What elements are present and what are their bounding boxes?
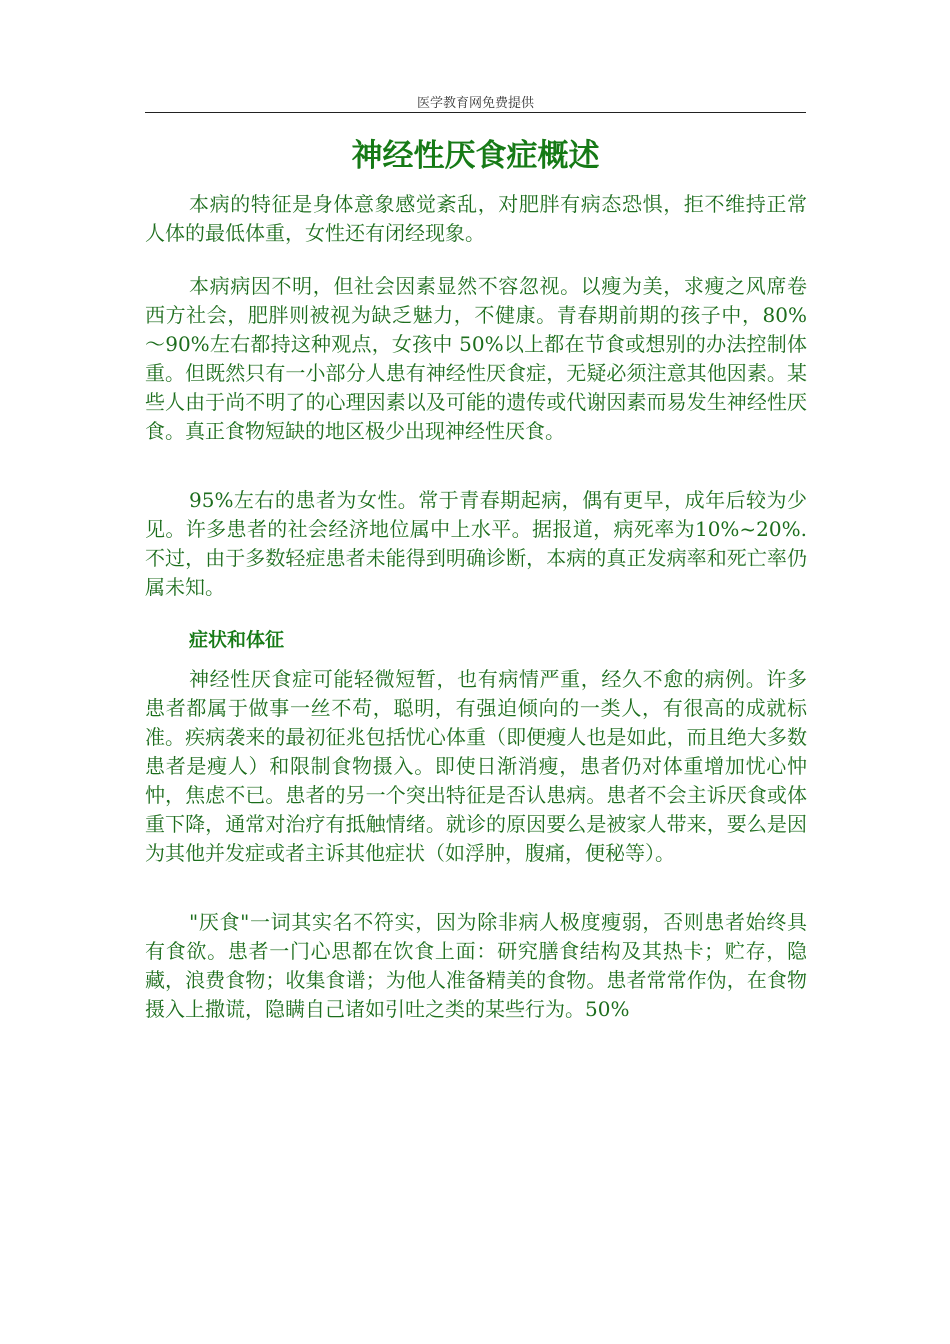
paragraph-epidemiology: 95%左右的患者为女性。常于青春期起病，偶有更早，成年后较为少见。许多患者的社会经济地位属中上水平。据报道，病死率为10%~20%.不过，由于多数轻症患者未能得到明确诊断，本病的真正发病率和死亡率仍属未知。: [145, 488, 807, 599]
section-heading-symptoms: 症状和体征: [189, 629, 285, 651]
paragraph-appetite: "厌食"一词其实名不符实，因为除非病人极度瘦弱，否则患者始终具有食欲。患者一门心思都在饮食上面：研究膳食结构及其热卡；贮存，隐藏，浪费食物；收集食谱；为他人准备精美的食物。患者常常作伪，在食物摄入上撒谎，隐瞒自己诸如引吐之类的某些行为。50%: [145, 910, 807, 1021]
paragraph-symptoms: 神经性厌食症可能轻微短暂，也有病情严重，经久不愈的病例。许多患者都属于做事一丝不苟，聪明，有强迫倾向的一类人，有很高的成就标准。疾病袭来的最初征兆包括忧心体重（即便瘦人也是如此，而且绝大多数患者是瘦人）和限制食物摄入。即使日渐消瘦，患者仍对体重增加忧心忡忡，焦虑不已。患者的另一个突出特征是否认患病。患者不会主诉厌食或体重下降，通常对治疗有抵触情绪。就诊的原因要么是被家人带来，要么是因为其他并发症或者主诉其他症状（如浮肿，腹痛，便秘等）。: [145, 667, 807, 865]
document-body: [145, 190, 807, 1024]
paragraph-definition: 本病的特征是身体意象感觉紊乱，对肥胖有病态恐惧，拒不维持正常人体的最低体重，女性还有闭经现象。: [145, 192, 807, 245]
header-divider: [145, 112, 806, 113]
document-title: 神经性厌食症概述: [351, 138, 600, 174]
paragraph-etiology: 本病病因不明，但社会因素显然不容忽视。以瘦为美，求瘦之风席卷西方社会，肥胖则被视为缺乏魅力，不健康。青春期前期的孩子中，80%～90%左右都持这种观点，女孩中 50%以上都在节食或想别的办法控制体重。但既然只有一小部分人患有神经性厌食症，无疑必须注意其他因素。某些人由于尚不明了的心理因素以及可能的遗传或代谢因素而易发生神经性厌食。真正食物短缺的地区极少出现神经性厌食。: [145, 274, 807, 443]
page-header: 医学教育网免费提供: [416, 96, 534, 111]
